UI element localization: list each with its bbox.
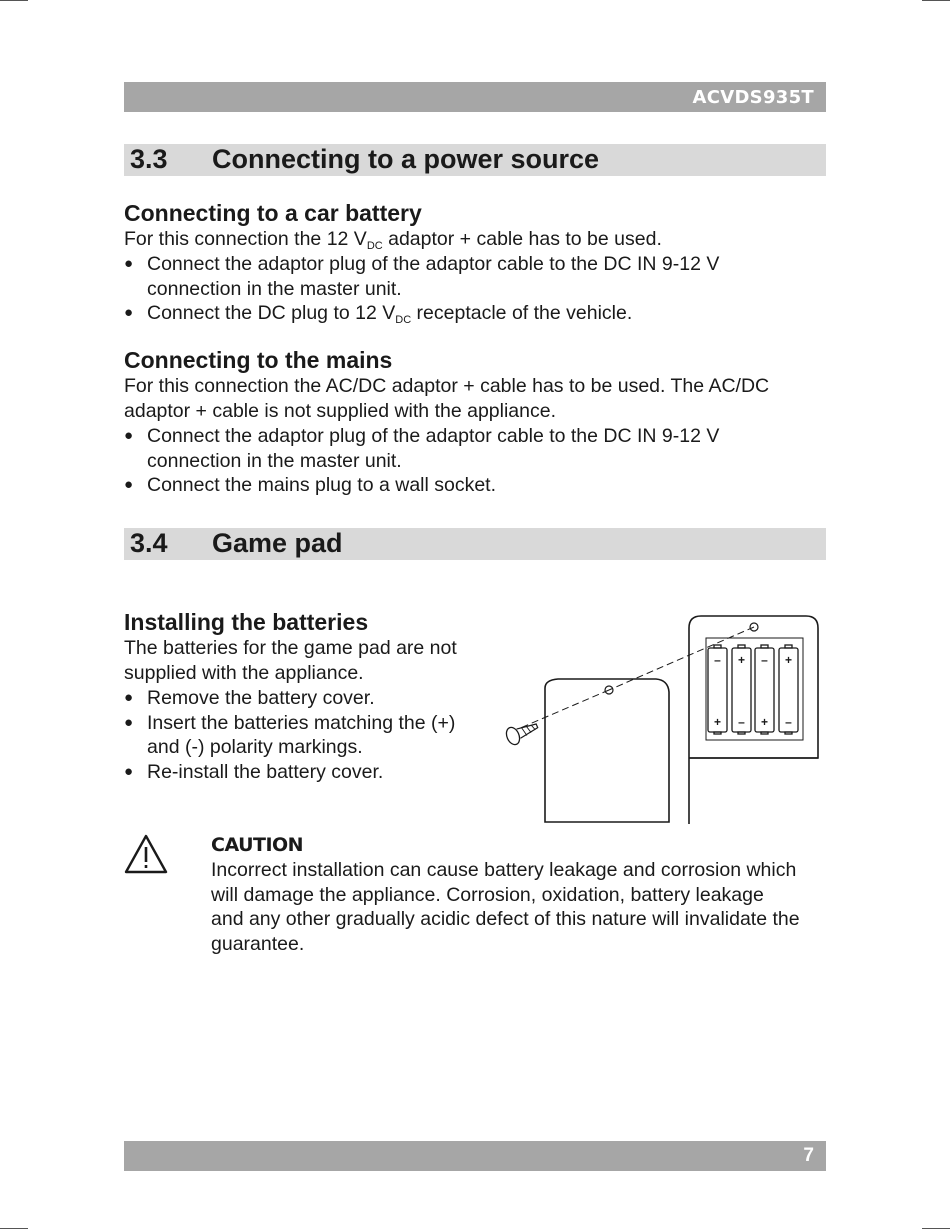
section-3-4-heading [124, 528, 826, 560]
mains-intro: For this connection the AC/DC adaptor + cable has to be used. The AC/DC adaptor + cable is not supplied with the appliance. [124, 375, 770, 422]
mains-steps [124, 424, 764, 498]
polarity-label: – [761, 653, 768, 667]
warning-icon [124, 834, 168, 874]
section-3-3-heading [124, 144, 826, 176]
polarity-label: + [760, 715, 769, 729]
battery-terminal [785, 645, 792, 648]
battery-terminal [738, 645, 745, 648]
batteries-heading: Installing the batteries [124, 609, 369, 635]
polarity-label: – [738, 715, 745, 729]
caution-title: CAUTION [211, 834, 304, 856]
polarity-label: + [784, 653, 793, 667]
section-title: Connecting to a power source [212, 144, 600, 174]
list-item: ● Connect the adaptor plug of the adaptor cable to the DC IN 9-12 V connection in the master unit. [124, 424, 764, 473]
battery-terminal [785, 732, 792, 734]
crop-mark [0, 0, 28, 1]
list-item: ● Re-install the battery cover. [124, 760, 489, 785]
battery-terminal [761, 645, 768, 648]
polarity-label: + [737, 653, 746, 667]
batteries-intro: The batteries for the game pad are not supplied with the appliance. [124, 637, 457, 684]
section-title: Game pad [212, 528, 343, 558]
footer-bar [124, 1141, 826, 1171]
header-bar [124, 82, 826, 112]
list-item: ● Insert the batteries matching the (+) and (-) polarity markings. [124, 711, 489, 760]
section-number: 3.3 [130, 144, 168, 174]
list-item: ● Connect the DC plug to 12 $V_{DC}$ receptacle of the vehicle. [124, 301, 764, 326]
polarity-label: – [785, 715, 792, 729]
list-item: ● Remove the battery cover. [124, 686, 489, 711]
car-battery-steps [124, 252, 764, 326]
battery-terminal [761, 732, 768, 734]
page-number: 7 [803, 1145, 814, 1166]
crop-mark [922, 0, 950, 1]
batteries-steps [124, 686, 489, 785]
battery-terminal [714, 732, 721, 734]
list-item: ● Connect the mains plug to a wall socket. [124, 473, 764, 498]
battery-terminal [714, 645, 721, 648]
car-battery-intro: For this connection the 12 $V_{DC}$ adaptor + cable has to be used. [124, 228, 662, 252]
section-number: 3.4 [130, 528, 168, 558]
polarity-label: – [714, 653, 721, 667]
list-item: ● Connect the adaptor plug of the adaptor cable to the DC IN 9-12 V connection in the master unit. [124, 252, 764, 301]
caution-text: Incorrect installation can cause battery leakage and corrosion which will damage the appliance. Corrosion, oxidation, battery leakage and any other gradually acidic defect of this nature will invalidate the guarantee. [211, 859, 800, 956]
battery-terminal [738, 732, 745, 734]
model-name: ACVDS935T [692, 87, 814, 108]
polarity-label: + [713, 715, 722, 729]
car-battery-heading: Connecting to a car battery [124, 200, 422, 226]
battery-installation-diagram [498, 612, 822, 826]
mains-heading: Connecting to the mains [124, 347, 393, 373]
